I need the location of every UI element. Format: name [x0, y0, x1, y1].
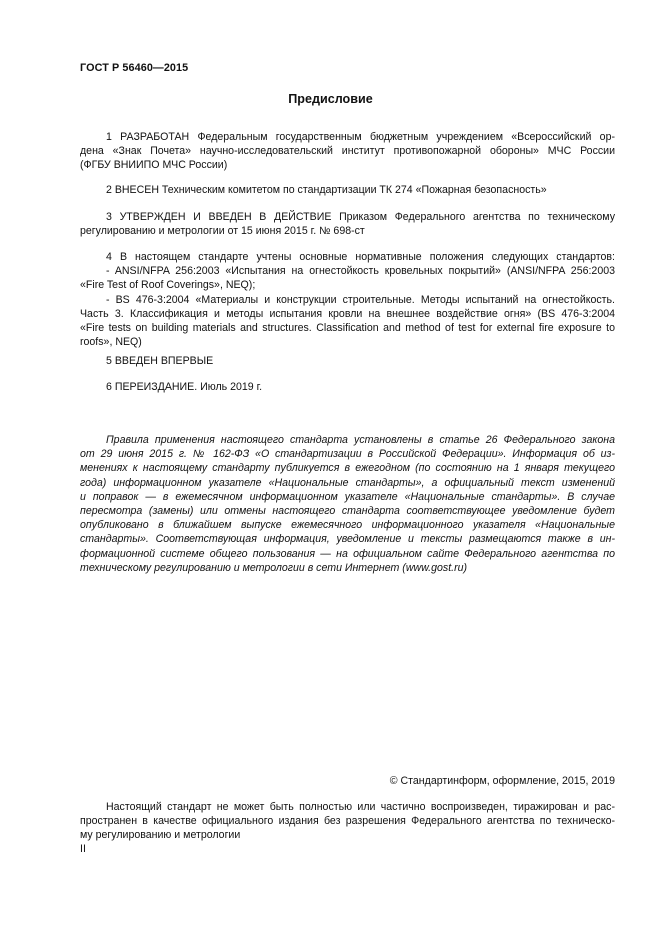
preface-item-4-line: - BS 476-3:2004 «Материалы и конструкции строительные. Методы испытаний на огнестойкость.	[106, 293, 615, 306]
copyright-line: © Стандартинформ, оформление, 2015, 2019	[389, 775, 615, 787]
preface-item-5-line: 5 ВВЕДЕН ВПЕРВЫЕ	[106, 355, 214, 367]
notice-line: от 29 июня 2015 г. № 162-ФЗ «О стандартизации в Российской Федерации». Информация об из-	[80, 448, 615, 461]
notice-line: стандарты». Соответствующая информация, уведомление и тексты размещаются также в ин-	[80, 533, 615, 546]
reproduction-line: Настоящий стандарт не может быть полностью или частично воспроизведен, тиражирован и рас-	[106, 801, 615, 813]
reproduction-notice	[80, 800, 615, 843]
standard-code: ГОСТ Р 56460—2015	[80, 62, 189, 74]
page-title: Предисловие	[288, 92, 373, 106]
notice-line: менениях к настоящему стандарту публикуется в ежегодном (по состоянию на 1 января текущего	[80, 462, 615, 475]
preface-item-4-line: «Fire tests on building materials and structures. Classification and method of test for external fire exposure to	[80, 322, 615, 335]
standard-application-notice	[80, 433, 615, 575]
notice-line: пересмотра (замены) или отмены настоящего стандарта соответствующее уведомление будет	[80, 505, 615, 518]
preface-item-4-line: - ANSI/NFPA 256:2003 «Испытания на огнестойкость кровельных покрытий» (ANSI/NFPA 256:2003	[106, 265, 615, 278]
notice-line: техническому регулированию и метрологии в сети Интернет (www.gost.ru)	[80, 561, 468, 574]
preface-item-4-line: Часть 3. Классификация и методы испытания кровли на внешнее воздействие огня» (BS 476-3:2004	[80, 307, 615, 320]
preface-item-2-line: 2 ВНЕСЕН Техническим комитетом по стандартизации ТК 274 «Пожарная безопасность»	[106, 184, 547, 196]
notice-line: формационной системе общего пользования — на официальном сайте Федерального агентства по	[80, 547, 615, 560]
preface-item-1	[80, 130, 615, 173]
reproduction-line: пространен в качестве официального издания без разрешения Федерального агентства по техническо-	[80, 815, 615, 828]
preface-item-6	[80, 380, 615, 394]
preface-item-4	[80, 250, 615, 349]
preface-item-3-line: 3 УТВЕРЖДЕН И ВВЕДЕН В ДЕЙСТВИЕ Приказом Федерального агентства по техническому	[106, 211, 615, 223]
notice-line: и поправок — в ежемесячном информационном указателе «Национальные стандарты». В случае	[80, 490, 615, 503]
preface-item-3	[80, 210, 615, 238]
preface-item-4-line: 4 В настоящем стандарте учтены основные нормативные положения следующих стандартов:	[106, 251, 615, 263]
notice-line: года) информационном указателе «Национальные стандарты», а официальный текст изменений	[80, 476, 615, 489]
preface-item-5	[80, 354, 615, 368]
preface-item-1-line: (ФГБУ ВНИИПО МЧС России)	[80, 159, 228, 172]
preface-item-3-line: регулированию и метрологии от 15 июня 2015 г. № 698-ст	[80, 225, 365, 238]
preface-item-4-line: «Fire Test of Roof Coverings», NEQ);	[80, 279, 256, 292]
preface-item-6-line: 6 ПЕРЕИЗДАНИЕ. Июль 2019 г.	[106, 381, 263, 393]
preface-item-1-line: 1 РАЗРАБОТАН Федеральным государственным бюджетным учреждением «Всероссийский ор-	[106, 131, 615, 143]
preface-item-4-line: roofs», NEQ)	[80, 336, 142, 349]
preface-item-2	[80, 183, 615, 197]
notice-line: опубликовано в ближайшем выпуске ежемесячного информационного указателя «Национальные	[80, 519, 615, 532]
reproduction-line: му регулированию и метрологии	[80, 829, 241, 842]
page-number: II	[80, 843, 86, 855]
notice-line: Правила применения настоящего стандарта установлены в статье 26 Федерального закона	[106, 434, 615, 446]
preface-item-1-line: дена «Знак Почета» научно-исследовательский институт противопожарной обороны» МЧС России	[80, 145, 615, 158]
